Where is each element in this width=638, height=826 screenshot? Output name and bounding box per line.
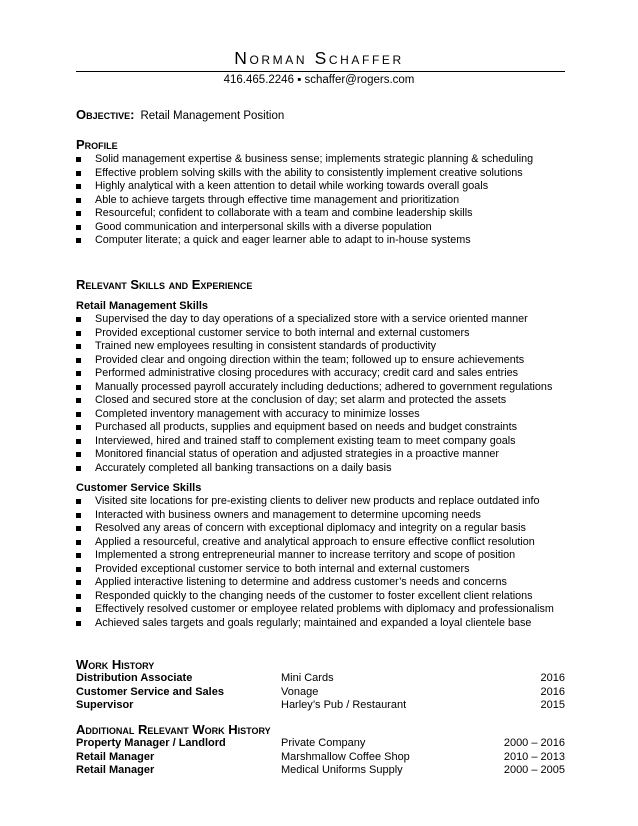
- list-item: Accurately completed all banking transactions on a daily basis: [76, 462, 565, 476]
- bullet-icon: [76, 412, 81, 417]
- bullet-icon: [76, 211, 81, 216]
- work-history-section: [76, 657, 565, 713]
- table-row: [76, 751, 565, 765]
- bullet-icon: [76, 184, 81, 189]
- job-years: 2000 – 2016: [503, 737, 565, 749]
- bullet-icon: [76, 331, 81, 336]
- list-item: Purchased all products, supplies and equipment based on needs and budget constraints: [76, 421, 565, 435]
- bullet-icon: [76, 425, 81, 430]
- list-item: Resolved any areas of concern with exceptional diplomacy and integrity on a regular basis: [76, 522, 565, 536]
- list-item: Trained new employees resulting in consistent standards of productivity: [76, 340, 565, 354]
- objective-section: [76, 107, 565, 124]
- bullet-icon: [76, 344, 81, 349]
- bullet-icon: [76, 238, 81, 243]
- list-item: Resourceful; confident to collaborate with a team and combine leadership skills: [76, 207, 565, 221]
- bullet-icon: [76, 466, 81, 471]
- additional-history-heading: Additional Relevant Work History: [76, 722, 271, 737]
- table-row: [76, 764, 565, 778]
- list-item: Provided clear and ongoing direction within the team; followed up to ensure achievements: [76, 354, 565, 368]
- bullet-icon: [76, 621, 81, 626]
- objective-heading: Objective:: [76, 107, 135, 122]
- bullet-icon: [76, 553, 81, 558]
- list-item: Interacted with business owners and management to determine upcoming needs: [76, 509, 565, 523]
- bullet-icon: [76, 526, 81, 531]
- candidate-name: Norman Schaffer: [234, 48, 404, 68]
- list-item: Applied a resourceful, creative and analytical approach to ensure effective conflict resolution: [76, 536, 565, 550]
- job-title: Property Manager / Landlord: [76, 737, 226, 749]
- list-item: Provided exceptional customer service to both internal and external customers: [76, 327, 565, 341]
- job-company: Private Company: [281, 737, 366, 749]
- list-item: Provided exceptional customer service to both internal and external customers: [76, 563, 565, 577]
- bullet-icon: [76, 540, 81, 545]
- job-company: Vonage: [281, 685, 319, 698]
- header-divider: [76, 71, 565, 72]
- job-years: 2015: [540, 699, 565, 712]
- list-item: Applied interactive listening to determine and address customer’s needs and concerns: [76, 576, 565, 590]
- customer-skills-list: [76, 495, 565, 630]
- job-title: Distribution Associate: [76, 672, 193, 684]
- bullet-icon: [76, 580, 81, 585]
- skills-heading: Relevant Skills and Experience: [76, 277, 253, 292]
- job-company: Medical Uniforms Supply: [281, 764, 403, 777]
- phone-number: 416.465.2246: [223, 74, 294, 86]
- bullet-icon: [76, 452, 81, 457]
- list-item: Implemented a strong entrepreneurial manner to increase territory and scope of position: [76, 549, 565, 563]
- job-company: Mini Cards: [281, 672, 334, 684]
- list-item: Visited site locations for pre-existing clients to deliver new products and replace outdated info: [76, 495, 565, 509]
- bullet-icon: [76, 371, 81, 376]
- list-item: Supervised the day to day operations of a specialized store with a service oriented manner: [76, 313, 565, 327]
- list-item: Effective problem solving skills with the ability to consistently implement creative solutions: [76, 167, 565, 181]
- contact-info: [0, 73, 638, 87]
- email-address: schaffer@rogers.com: [304, 74, 415, 86]
- table-row: [76, 672, 565, 686]
- job-years: 2000 – 2005: [503, 764, 565, 777]
- bullet-icon: [76, 607, 81, 612]
- profile-list: [76, 153, 565, 248]
- bullet-icon: [76, 157, 81, 162]
- job-title: Supervisor: [76, 699, 134, 712]
- list-item: Achieved sales targets and goals regularly; maintained and expanded a loyal clientele base: [76, 617, 565, 631]
- list-item: Computer literate; a quick and eager learner able to adapt to in-house systems: [76, 234, 565, 248]
- list-item: Monitored financial status of operation and adjusted strategies in a proactive manner: [76, 448, 565, 462]
- job-years: 2016: [540, 672, 565, 684]
- bullet-icon: [76, 594, 81, 599]
- list-item: Interviewed, hired and trained staff to complement existing team to meet company goals: [76, 435, 565, 449]
- job-years: 2010 – 2013: [503, 750, 565, 763]
- table-row: [76, 686, 565, 700]
- list-item: Performed administrative closing procedures with accuracy; credit card and sales entries: [76, 367, 565, 381]
- list-item: Able to achieve targets through effective time management and prioritization: [76, 194, 565, 208]
- bullet-icon: [76, 385, 81, 390]
- skills-section: [76, 277, 565, 630]
- list-item: Manually processed payroll accurately including deductions; adhered to government regulations: [76, 381, 565, 395]
- list-item: Highly analytical with a keen attention to detail while working towards overall goals: [76, 180, 565, 194]
- job-title: Customer Service and Sales: [76, 685, 224, 698]
- table-row: [76, 699, 565, 713]
- retail-skills-list: [76, 313, 565, 475]
- job-company: Marshmallow Coffee Shop: [281, 750, 410, 763]
- job-title: Retail Manager: [76, 750, 155, 763]
- bullet-icon: [76, 499, 81, 504]
- list-item: Closed and secured store at the conclusion of day; set alarm and protected the assets: [76, 394, 565, 408]
- bullet-icon: [76, 171, 81, 176]
- bullet-icon: [76, 513, 81, 518]
- table-row: [76, 737, 565, 751]
- job-company: Harley’s Pub / Restaurant: [281, 699, 407, 712]
- bullet-icon: [76, 567, 81, 572]
- contact-separator: ▪: [297, 74, 302, 86]
- job-years: 2016: [540, 685, 565, 698]
- bullet-icon: [76, 398, 81, 403]
- bullet-icon: [76, 439, 81, 444]
- bullet-icon: [76, 198, 81, 203]
- list-item: Effectively resolved customer or employee related problems with diplomacy and professionalism: [76, 603, 565, 617]
- list-item: Completed inventory management with accuracy to minimize losses: [76, 408, 565, 422]
- work-history-heading: Work History: [76, 657, 155, 672]
- customer-skills-title: Customer Service Skills: [76, 482, 202, 494]
- profile-section: [76, 137, 565, 248]
- bullet-icon: [76, 358, 81, 363]
- bullet-icon: [76, 225, 81, 230]
- bullet-icon: [76, 317, 81, 322]
- additional-history-section: [76, 722, 565, 778]
- list-item: Good communication and interpersonal skills with a diverse population: [76, 221, 565, 235]
- retail-skills-title: Retail Management Skills: [76, 300, 209, 312]
- list-item: Responded quickly to the changing needs of the customer to foster excellent client relations: [76, 590, 565, 604]
- list-item: Solid management expertise & business sense; implements strategic planning & scheduling: [76, 153, 565, 167]
- objective-value: Retail Management Position: [140, 110, 285, 122]
- job-title: Retail Manager: [76, 764, 155, 777]
- profile-heading: Profile: [76, 137, 118, 152]
